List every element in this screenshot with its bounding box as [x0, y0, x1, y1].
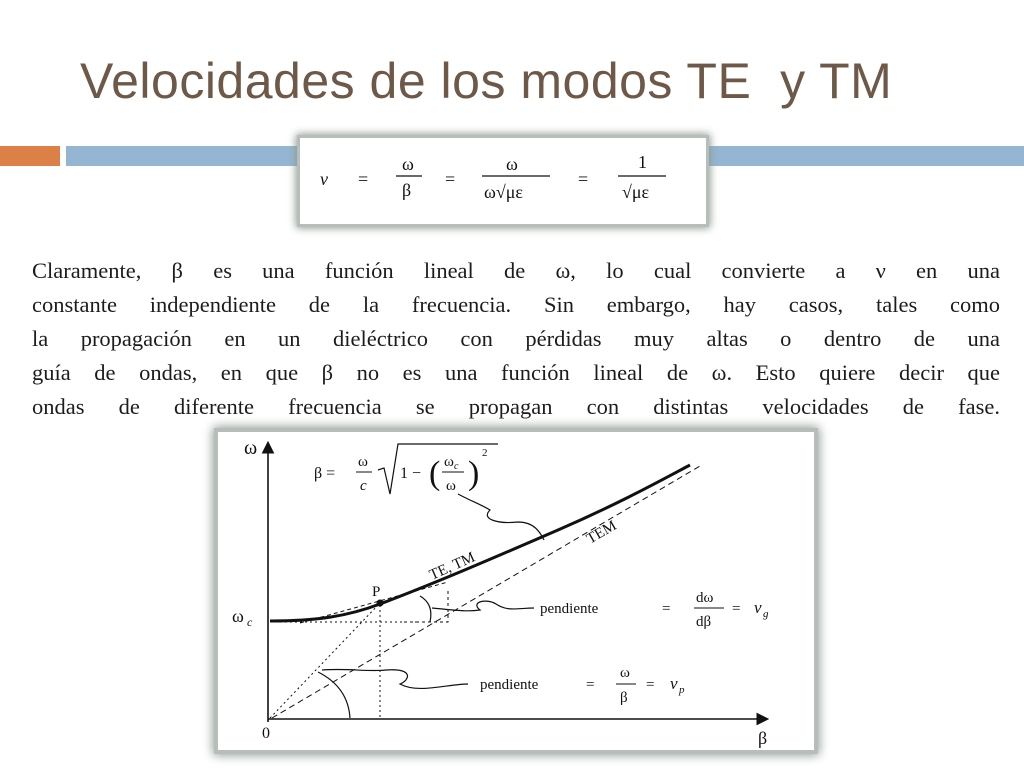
beta-formula-rparen: ) — [468, 455, 480, 492]
group-slope-den: dβ — [696, 614, 712, 630]
phase-velocity-formula — [300, 138, 706, 224]
formula-eq-3: = — [578, 169, 589, 189]
formula-beta-den: β — [402, 180, 412, 200]
beta-formula-c: c — [360, 478, 367, 494]
formula-omega-sqrt-den: ω√με — [484, 182, 523, 202]
beta-formula-exp: 2 — [482, 447, 488, 459]
formula-eq-2: = — [445, 169, 456, 189]
slope-triangle — [404, 590, 448, 622]
formula-sqrt-den: √με — [622, 182, 650, 202]
beta-formula-one-minus: 1 − — [400, 465, 422, 482]
phase-slope-result-sub: p — [679, 684, 685, 696]
omega-c-sub: c — [247, 615, 253, 629]
beta-formula-lhs: β = — [314, 465, 336, 482]
phase-slope-num: ω — [620, 665, 630, 681]
group-slope-num: dω — [696, 590, 714, 606]
group-slope-result: ν — [754, 598, 762, 617]
te-tm-label: TE, TM — [427, 549, 478, 584]
y-axis-label: ω — [244, 437, 258, 459]
phase-slope-eq: = — [586, 677, 595, 693]
beta-formula-c-sub: c — [454, 461, 459, 472]
group-slope-eq: = — [662, 601, 671, 617]
phase-slope-pointer — [322, 669, 468, 688]
group-slope-pointer — [432, 601, 534, 611]
origin-label: 0 — [262, 725, 270, 742]
phase-velocity-label — [480, 665, 685, 706]
phase-slope-eq-2: = — [646, 677, 655, 693]
group-slope-text: pendiente — [540, 601, 599, 617]
beta-formula-lparen: ( — [429, 455, 441, 492]
paragraph-line-5: ondas de diferente frecuencia se propagan con distintas velocidades de fase. — [32, 394, 1000, 419]
phase-angle-arc — [318, 672, 350, 718]
paragraph-line-3: la propagación en un dieléctrico con pérdidas muy altas o dentro de una — [32, 326, 1000, 351]
beta-formula-omega: ω — [358, 454, 368, 470]
paragraph-line-2: constante independiente de la frecuencia. Sin embargo, hay casos, tales como — [32, 292, 1000, 317]
beta-formula-omega-c: ω — [444, 454, 454, 470]
tangent-angle-arc — [420, 596, 431, 622]
slide-title: Velocidades de los modos TE y TM — [80, 53, 893, 109]
dispersion-diagram — [218, 432, 814, 750]
phase-slope-den: β — [620, 690, 628, 706]
x-axis-label: β — [758, 728, 768, 748]
phase-slope-text: pendiente — [480, 677, 539, 693]
beta-formula-pointer — [458, 494, 544, 540]
formula-v: ν — [320, 169, 328, 189]
group-slope-eq-2: = — [732, 601, 741, 617]
phase-slope-result: ν — [670, 674, 678, 693]
explanation-paragraph — [32, 254, 1000, 424]
point-p-label: P — [372, 584, 381, 600]
formula-one: 1 — [638, 152, 647, 172]
formula-eq-1: = — [358, 169, 369, 189]
beta-formula — [314, 444, 498, 494]
omega-c-label: ω — [232, 606, 244, 626]
accent-bar-orange — [0, 146, 60, 166]
formula-omega-num-2: ω — [506, 154, 518, 174]
formula-omega-num: ω — [402, 154, 414, 174]
paragraph-line-4: guía de ondas, en que β no es una función lineal de ω. Esto quiere decir que — [32, 360, 1000, 385]
paragraph-line-1: Claramente, β es una función lineal de ω, lo cual convierte a ν en una — [32, 258, 1000, 283]
te-tm-curve — [270, 465, 690, 621]
beta-formula-omega-den: ω — [446, 478, 456, 494]
group-slope-result-sub: g — [763, 608, 769, 620]
tem-label: TEM — [584, 517, 620, 548]
group-velocity-label — [540, 590, 769, 630]
